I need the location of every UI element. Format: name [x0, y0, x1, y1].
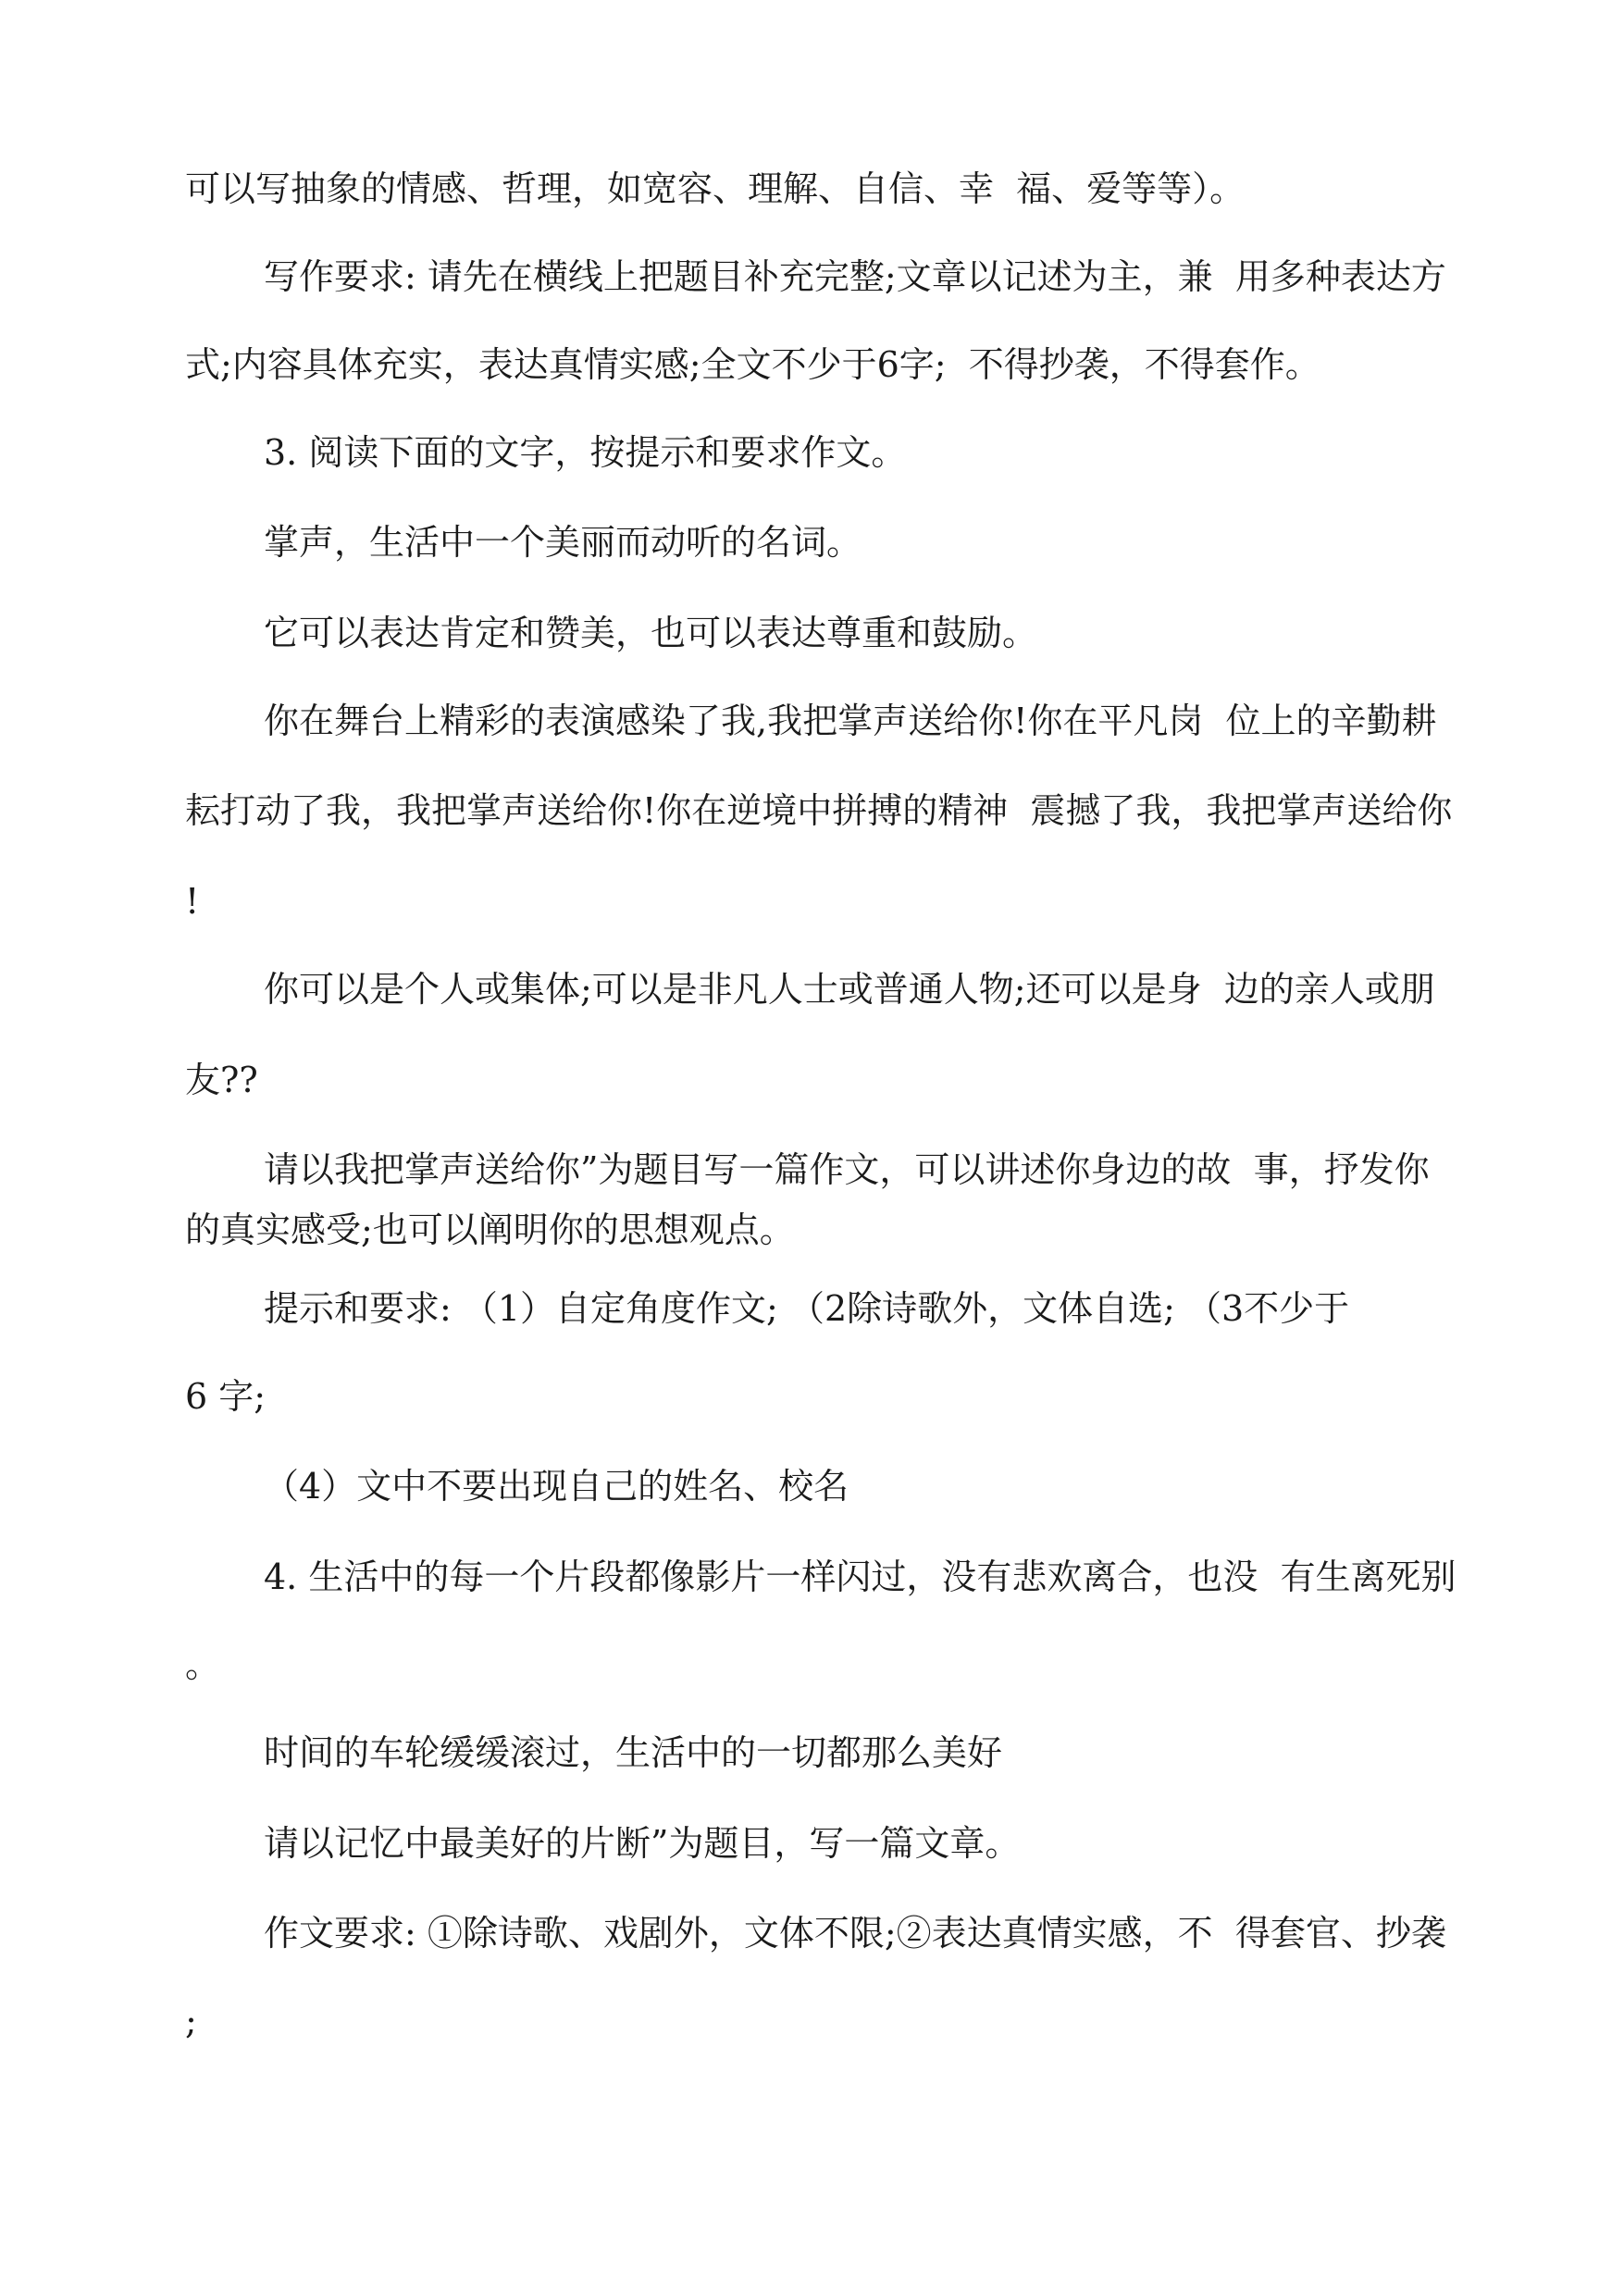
text-line-2: 写作要求: 请先在横线上把题目补充完整;文章以记述为主，兼 用多种表达方: [264, 256, 1446, 297]
text-line-5: 掌声，生活中一个美丽而动听的名词。: [264, 522, 862, 563]
text-line-20: 请以记忆中最美好的片断”为题目，写一篇文章。: [264, 1823, 1021, 1864]
text-line-21: 作文要求: ①除诗歌、戏剧外，文体不限;②表达真情实感，不 得套官、抄袭: [264, 1913, 1446, 1954]
text-line-22: ;: [185, 2001, 197, 2041]
text-line-12: 请以我把掌声送给你”为题目写一篇作文，可以讲述你身边的故 事，抒发你: [264, 1149, 1430, 1190]
text-line-19: 时间的车轮缓缓滚过，生活中的一切都那么美好: [264, 1732, 1003, 1773]
text-line-7: 你在舞台上精彩的表演感染了我,我把掌声送给你!你在平凡岗 位上的辛勤耕: [264, 701, 1437, 741]
text-line-6: 它可以表达肯定和赞美，也可以表达尊重和鼓励。: [264, 613, 1038, 653]
text-line-3: 式;内容具体充实，表达真情实感;全文不少于6字; 不得抄袭，不得套作。: [185, 344, 1320, 385]
text-line-17: 4. 生活中的每一个片段都像影片一样闪过，没有悲欢离合，也没 有生离死别: [264, 1557, 1457, 1597]
text-line-13: 的真实感受;也可以阐明你的思想观点。: [185, 1210, 795, 1250]
text-line-18: 。: [185, 1644, 221, 1685]
text-line-10: 你可以是个人或集体;可以是非凡人士或普通人物;还可以是身 边的亲人或朋: [264, 969, 1435, 1010]
text-line-9: !: [185, 881, 200, 922]
text-line-4: 3. 阅读下面的文字，按提示和要求作文。: [264, 432, 907, 473]
text-line-16: （4）文中不要出现自己的姓名、校名: [264, 1466, 849, 1507]
text-line-14: 提示和要求: （1）自定角度作文; （2除诗歌外，文体自选; （3不少于: [264, 1288, 1350, 1329]
text-line-11: 友??: [185, 1060, 258, 1100]
text-line-8: 耘打动了我，我把掌声送给你!你在逆境中拼搏的精神 震撼了我，我把掌声送给你: [185, 790, 1453, 831]
text-line-1: 可以写抽象的情感、哲理，如宽容、理解、自信、幸 福、爱等等）。: [185, 168, 1246, 209]
text-line-15: 6 字;: [185, 1376, 267, 1417]
